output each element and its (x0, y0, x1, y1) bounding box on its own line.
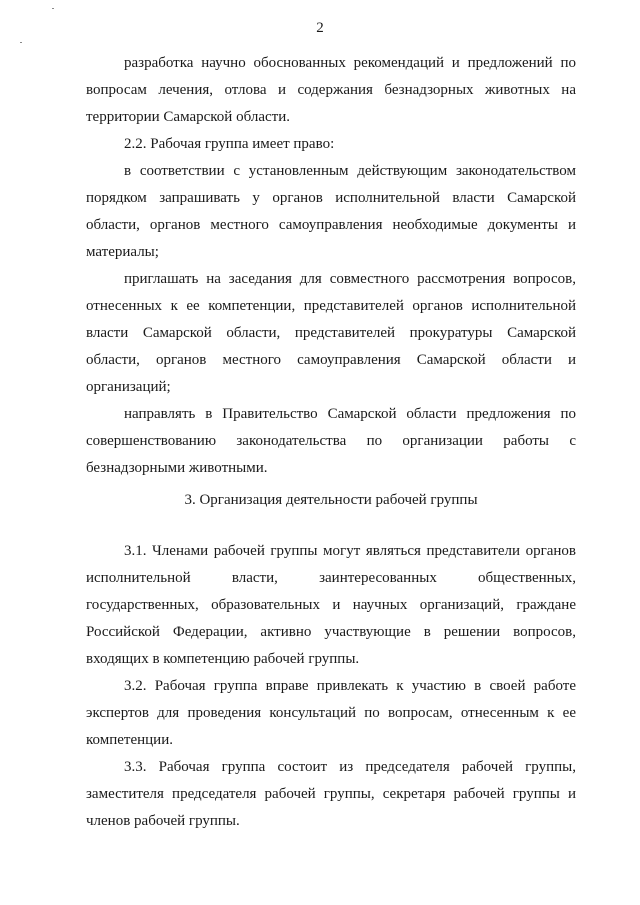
paragraph-invite-representatives: приглашать на заседания для совместного рассмотрения вопросов, отнесенных к ее компетенции, представителей органов исполнительной власти Самарской области, представителей прокуратуры Самарской области, органов местного самоуправления Самарской области и организаций; (86, 271, 576, 395)
paragraph-request-documents: в соответствии с установленным действующим законодательством порядком запрашивать у органов исполнительной власти Самарской области, органов местного самоуправления необходимые документы и материалы; (86, 163, 576, 260)
page-number: 2 (316, 20, 324, 36)
section-3-heading-block (86, 487, 576, 514)
paragraph-recommendations: разработка научно обоснованных рекомендаций и предложений по вопросам лечения, отлова и содержания безнадзорных животных на территории Самарской области. (86, 55, 576, 125)
scan-speck (52, 8, 54, 9)
paragraph-3-1-members: 3.1. Членами рабочей группы могут являться представители органов исполнительной власти, заинтересованных общественных, государственных, образовательных и научных организаций, граждане Российской Федерации, активно участвующие в решении вопросов, входящих в компетенцию рабочей группы. (86, 543, 576, 667)
text-block-section-2 (86, 50, 576, 482)
paragraph-send-proposals: направлять в Правительство Самарской области предложения по совершенствованию законодательства по организации работы с безнадзорными животными. (86, 406, 576, 476)
text-block-section-3 (86, 538, 576, 835)
paragraph-3-2-experts: 3.2. Рабочая группа вправе привлекать к участию в своей работе экспертов для проведения консультаций по вопросам, отнесенным к ее компетенции. (86, 678, 576, 748)
paragraph-2-2-rights: 2.2. Рабочая группа имеет право: (124, 136, 335, 152)
paragraph-3-3-composition: 3.3. Рабочая группа состоит из председателя рабочей группы, заместителя председателя рабочей группы, секретаря рабочей группы и членов рабочей группы. (86, 759, 576, 829)
scan-speck (20, 42, 22, 43)
section-heading-3: 3. Организация деятельности рабочей группы (184, 492, 478, 508)
